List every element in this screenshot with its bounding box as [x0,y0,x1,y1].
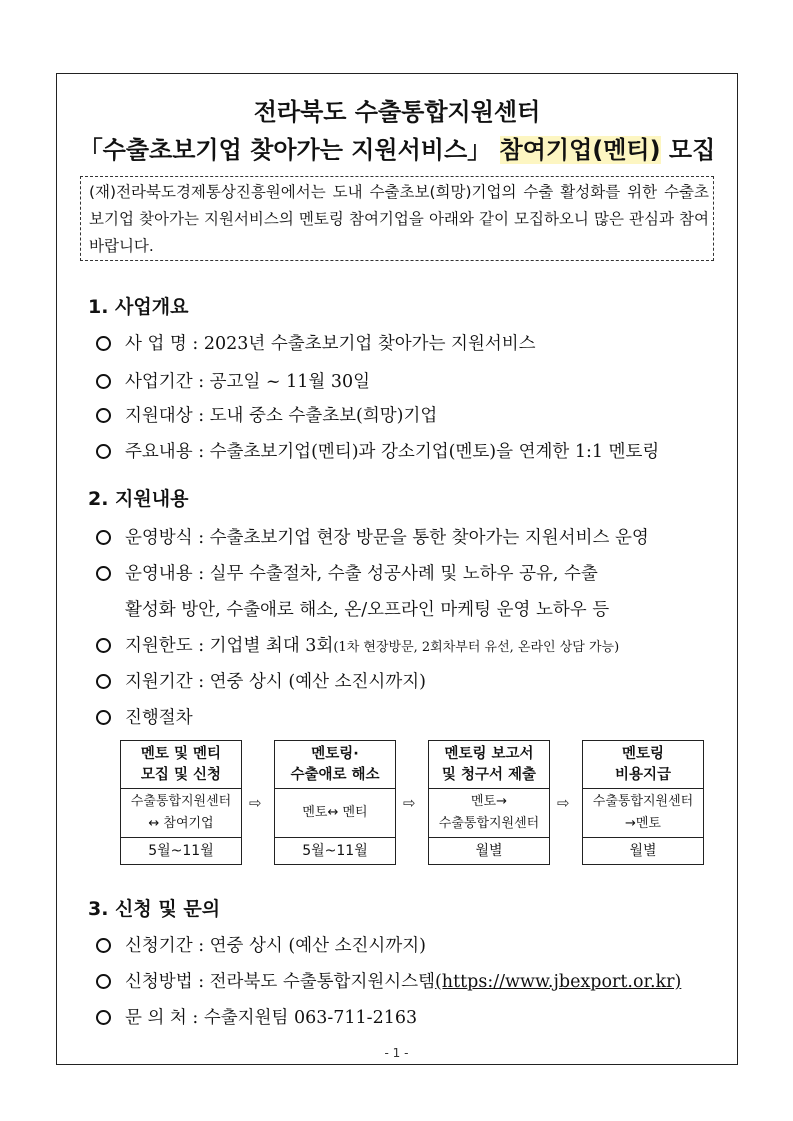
s1-item-name: 사 업 명 : 2023년 수출초보기업 찾아가는 지원서비스 [96,330,536,355]
subtitle-text: 「수출초보기업 찾아가는 지원서비스」 [78,136,500,164]
bullet-circle-icon [96,638,111,653]
s2-item-duration: 지원기간 : 연중 상시 (예산 소진시까지) [96,668,426,693]
subtitle-end: 모집 [660,136,716,164]
subtitle-highlight: 참여기업(멘티) [499,136,661,164]
s2-item-content-cont: 활성화 방안, 수출애로 해소, 온/오프라인 마케팅 운영 노하우 등 [125,600,610,620]
bullet-circle-icon [96,444,111,459]
s2-item-limit: 지원한도 : 기업별 최대 3회(1차 현장방문, 2회차부터 유선, 온라인 상담 가능) [96,632,619,657]
s3-item-period: 신청기간 : 연중 상시 (예산 소진시까지) [96,932,426,957]
section2-heading: 2. 지원내용 [88,488,189,510]
s3-item-method: 신청방법 : 전라북도 수출통합지원시스템(https://www.jbexport.or.kr) [96,968,681,993]
s2-item-content: 운영내용 : 실무 수출절차, 수출 성공사례 및 노하우 공유, 수출 [96,560,598,585]
intro-box: (재)전라북도경제통상진흥원에서는 도내 수출초보(희망)기업의 수출 활성화를 위한 수출초보기업 찾아가는 지원서비스의 멘토링 참여기업을 아래와 같이 모집하오니 많은 관심과 참여 바랍니다. [80,176,714,261]
page-number: - 1 - [384,1046,409,1060]
s2-item-method: 운영방식 : 수출초보기업 현장 방문을 통한 찾아가는 지원서비스 운영 [96,524,649,549]
bullet-circle-icon [96,1010,111,1025]
s2-item-process: 진행절차 [96,704,193,729]
arrow-right-icon: ⇨ [249,794,262,812]
bullet-circle-icon [96,674,111,689]
bullet-circle-icon [96,566,111,581]
page-subtitle [56,130,738,165]
s3-item-contact: 문 의 처 : 수출지원팀 063-711-2163 [96,1004,417,1029]
bullet-circle-icon [96,336,111,351]
page-title: 전라북도 수출통합지원센터 [253,98,541,126]
process-step-2: 멘토링· 수출애로 해소 멘토↔ 멘티 5월~11월 [274,740,396,865]
process-step-4: 멘토링 비용지급 수출통합지원센터 →멘토 월별 [582,740,704,865]
process-step-1: 멘토 및 멘티 모집 및 신청 수출통합지원센터 ↔ 참여기업 5월~11월 [120,740,242,865]
s1-item-content: 주요내용 : 수출초보기업(멘티)과 강소기업(멘토)을 연계한 1:1 멘토링 [96,438,659,463]
section1-heading: 1. 사업개요 [88,296,189,318]
bullet-circle-icon [96,374,111,389]
arrow-right-icon: ⇨ [403,794,416,812]
s1-item-period: 사업기간 : 공고일 ~ 11월 30일 [96,368,370,393]
bullet-circle-icon [96,408,111,423]
bullet-circle-icon [96,530,111,545]
export-system-link[interactable]: (https://www.jbexport.or.kr) [434,972,682,992]
s1-item-target: 지원대상 : 도내 중소 수출초보(희망)기업 [96,402,437,427]
bullet-circle-icon [96,938,111,953]
process-step-3: 멘토링 보고서 및 청구서 제출 멘토→ 수출통합지원센터 월별 [428,740,550,865]
section3-heading: 3. 신청 및 문의 [88,898,221,920]
bullet-circle-icon [96,974,111,989]
arrow-right-icon: ⇨ [557,794,570,812]
bullet-circle-icon [96,710,111,725]
